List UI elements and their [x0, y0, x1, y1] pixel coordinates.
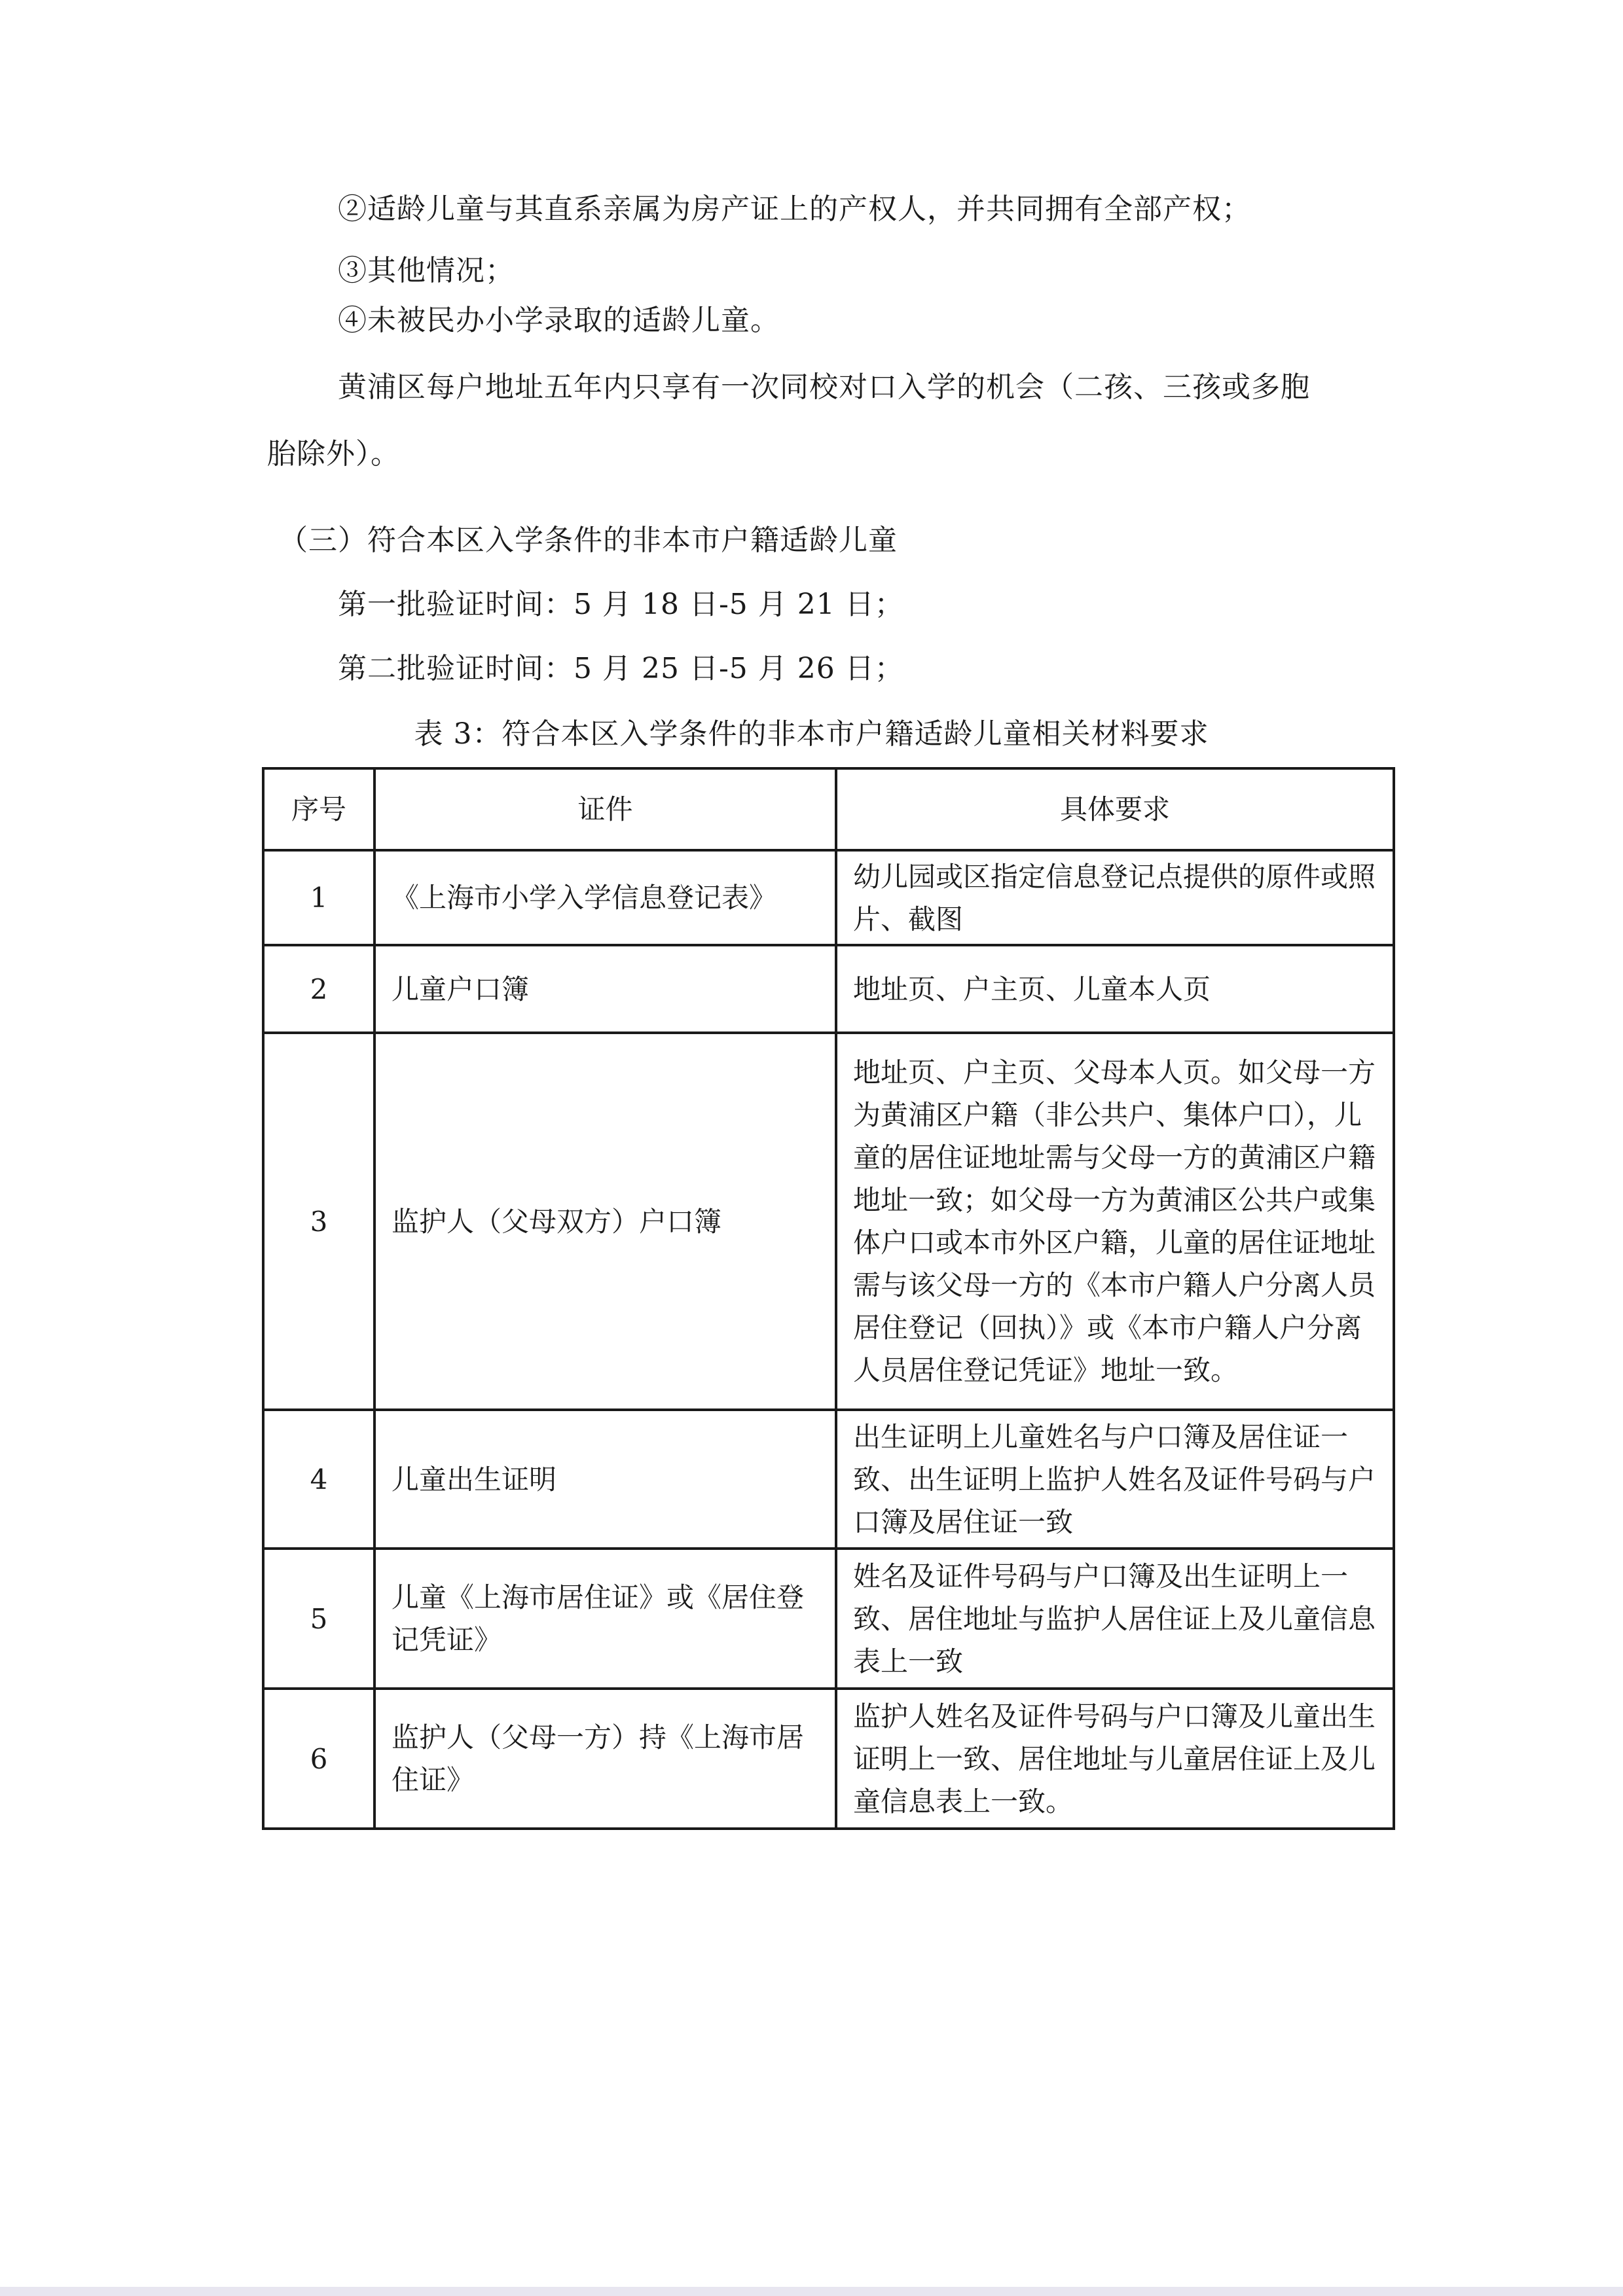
row-index: 3: [263, 1033, 374, 1410]
row-index: 6: [263, 1689, 374, 1829]
materials-table: [262, 767, 1395, 1830]
row-requirement: 地址页、户主页、儿童本人页: [836, 945, 1394, 1033]
list-item-3: ③其他情况；: [338, 254, 515, 287]
header-requirement: 具体要求: [836, 768, 1394, 850]
table-row: [263, 850, 1394, 945]
note-paragraph-line-2: 胎除外）。: [267, 437, 400, 471]
row-document: 《上海市小学入学信息登记表》: [374, 850, 836, 945]
row-document: 儿童户口簿: [374, 945, 836, 1033]
row-requirement: 监护人姓名及证件号码与户口簿及儿童出生证明上一致、居住地址与儿童居住证上及儿童信息表上一致。: [836, 1689, 1394, 1829]
scan-bottom-edge: [0, 2287, 1623, 2296]
table-row: [263, 945, 1394, 1033]
row-index: 4: [263, 1410, 374, 1549]
table-row: [263, 1549, 1394, 1689]
batch-2-time: 第二批验证时间：5 月 25 日-5 月 26 日；: [338, 652, 904, 685]
header-document: 证件: [374, 768, 836, 850]
table-caption: 表 3：符合本区入学条件的非本市户籍适龄儿童相关材料要求: [414, 717, 1209, 751]
list-item-2: ②适龄儿童与其直系亲属为房产证上的产权人，并共同拥有全部产权；: [338, 192, 1251, 226]
row-requirement: 姓名及证件号码与户口簿及出生证明上一致、居住地址与监护人居住证上及儿童信息表上一致: [836, 1549, 1394, 1689]
table-header-row: [263, 768, 1394, 850]
row-document: 儿童出生证明: [374, 1410, 836, 1549]
row-document: 儿童《上海市居住证》或《居住登记凭证》: [374, 1549, 836, 1689]
table-row: [263, 1033, 1394, 1410]
row-document: 监护人（父母一方）持《上海市居住证》: [374, 1689, 836, 1829]
section-heading: （三）符合本区入学条件的非本市户籍适龄儿童: [279, 524, 898, 557]
table-row: [263, 1410, 1394, 1549]
row-index: 2: [263, 945, 374, 1033]
list-item-4: ④未被民办小学录取的适龄儿童。: [338, 304, 780, 337]
row-index: 1: [263, 850, 374, 945]
row-requirement: 地址页、户主页、父母本人页。如父母一方为黄浦区户籍（非公共户、集体户口），儿童的居住证地址需与父母一方的黄浦区户籍地址一致；如父母一方为黄浦区公共户或集体户口或本市外区户籍，儿童的居住证地址需与该父母一方的《本市户籍人户分离人员居住登记（回执）》或《本市户籍人户分离人员居住登记凭证》地址一致。: [836, 1033, 1394, 1410]
row-document: 监护人（父母双方）户口簿: [374, 1033, 836, 1410]
note-paragraph-line-1: 黄浦区每户地址五年内只享有一次同校对口入学的机会（二孩、三孩或多胞: [338, 370, 1310, 404]
table-row: [263, 1689, 1394, 1829]
batch-1-time: 第一批验证时间：5 月 18 日-5 月 21 日；: [338, 588, 904, 621]
row-index: 5: [263, 1549, 374, 1689]
row-requirement: 出生证明上儿童姓名与户口簿及居住证一致、出生证明上监护人姓名及证件号码与户口簿及居住证一致: [836, 1410, 1394, 1549]
row-requirement: 幼儿园或区指定信息登记点提供的原件或照片、截图: [836, 850, 1394, 945]
header-index: 序号: [263, 768, 374, 850]
